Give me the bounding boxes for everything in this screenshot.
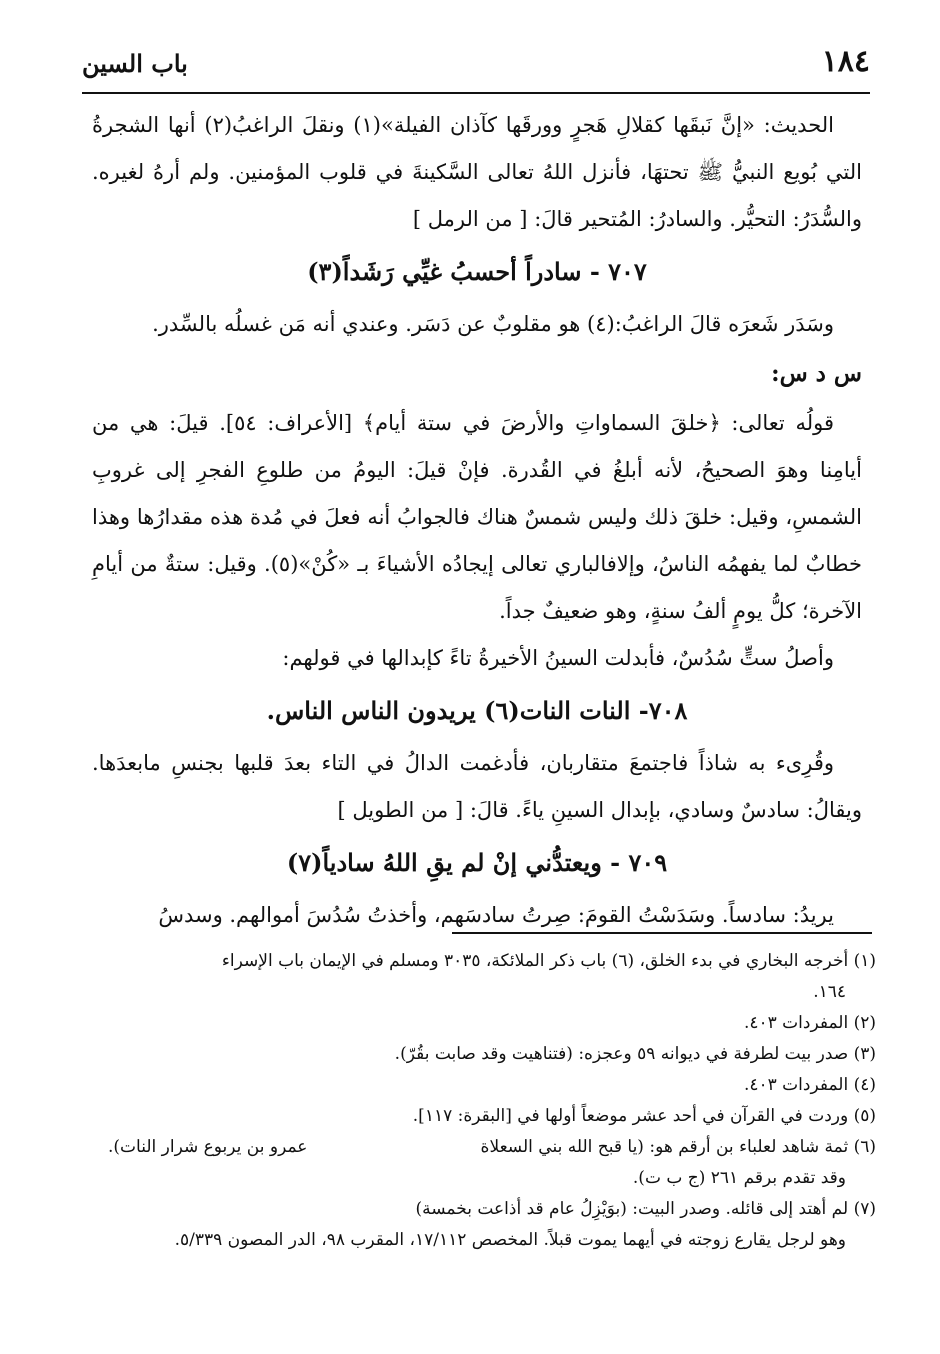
footnote-1-continuation: ١٦٤. [813,982,846,1002]
footnotes [88,946,876,1256]
paragraph-sadara: وسَدَر شَعرَه قالَ الراغبُ:(٤) هو مقلوبٌ عن دَسَر. وعندي أنه مَن غسلُه بالسِّدر. [152,312,834,336]
section-heading-sds: س د س: [771,360,862,387]
paragraph-idgham [92,740,862,834]
footnote-5: (٥) وردت في القرآن في أحد عشر موضعاً أولها في [البقرة: ١١٧]. [412,1106,876,1126]
footnote-1: (١) أخرجه البخاري في بدء الخلق، (٦) باب ذكر الملائكة، ٣٠٣٥ ومسلم في الإيمان باب الإسراء [221,951,876,971]
verse-709: ٧٠٩ - ويعتدُّني إنْ لم يقِ اللهُ سادياً(٧) [286,848,668,877]
meter-label: [ من الرمل ] [412,207,528,231]
paragraph-sitt-origin: وأصلُ ستٍّ سُدُسٌ، فأبدلت السينُ الأخيرةُ تاءً كإبدالها في قولهم: [282,646,834,670]
footnote-7-continuation: وهو لرجل يقارع زوجته في أيهما يموت قبلاً. المخصص ١٧/١١٢، المقرب ٩٨، الدر المصون ٥/٣٣٩. [174,1230,846,1250]
main-text [92,102,862,939]
footnote-6-continuation: وقد تقدم برقم ٢٦١ (ج ب ت). [632,1168,846,1188]
footnote-6 [88,1132,876,1163]
paragraph-six-days: قولُه تعالى: ﴿خلقَ السماواتِ والأرضَ في ستة أيام﴾ [الأعراف: ٥٤]. قيلَ: هي من أيامِنا وهوَ الصحيحُ، لأنه أبلغُ في القُدرة. فإنْ قيلَ: اليومُ من طلوعِ الفجرِ إلى غروبِ الشمسِ، وقيل: خلقَ ذلك وليس شمسٌ هناك فالجوابُ أنه فعلَ في مُدة هذه مقدارُها وهذا خطابٌ لما يفهمُه الناسُ، وإلافالباري تعالى إيجادُه الأشياءَ بـ «كُنْ»(٥). وقيل: ستةٌ من أيامِ الآخرة؛ كلُّ يومٍ ألفُ سنةٍ، وهو ضعيفٌ جداً. [92,411,862,623]
page-header [82,38,870,86]
header-rule [82,92,870,94]
meter-label: [ من الطويل ] [337,798,464,822]
footnote-4: (٤) المفردات ٤٠٣. [743,1075,876,1095]
footnote-2: (٢) المفردات ٤٠٣. [743,1013,876,1033]
chapter-title: باب السين [82,49,188,78]
paragraph-text: وقُرِىء به شاذاً فاجتمعَ متقاربان، فأدغمت الدالُ في التاء بعدَ قلبها بجنسِ مابعدَها. ويقالُ: سادسٌ وسادي، بإبدال السينِ ياءً. قالَ: [92,751,862,822]
footnote-6-first-hemistich: (٦) ثمة شاهد لعلباء بن أرقم هو: (يا قبح الله بني السعلاة [480,1137,876,1157]
page-number: ١٨٤ [821,44,870,79]
paragraph-sadis: يريدُ: سادساً. وسَدَسْتُ القومَ: صِرتُ سادسَهم، وأخذتُ سُدُسَ أموالهم. وسدسُ [158,903,834,927]
footnote-3: (٣) صدر بيت لطرفة في ديوانه ٥٩ وعجزه: (فتناهيت وقد صابت بقُرّ). [394,1044,876,1064]
footnote-7: (٧) لم أهتد إلى قائله. وصدر البيت: (بوَيْزِلُ عام قد أذاعت بخمسة) [415,1199,876,1219]
verse-707: ٧٠٧ - سادراً أحسبُ غيِّي رَشَداً(٣) [307,257,647,286]
footnote-rule [452,932,872,934]
paragraph-sidr-hadith [92,102,862,243]
footnote-6-second-hemistich: عمرو بن يربوع شرار النات). [108,1137,308,1157]
verse-708: ٧٠٨- النات النات(٦) يريدون الناس الناس. [266,696,688,725]
paragraph-text: الحديث: «إنَّ نَبقَها كقلالِ هَجرٍ وورقَها كآذان الفيلة»(١) ونقلَ الراغبُ(٢) أنها الشجرةُ التي بُويع النبيُّ ﷺ تحتهَا، فأنزل اللهُ تعالى السَّكينةَ في قلوب المؤمنين. ولم أرهُ لغيره. والسُّدَرُ: التحيُّر. والسادرُ: المُتحير قالَ: [92,113,862,231]
